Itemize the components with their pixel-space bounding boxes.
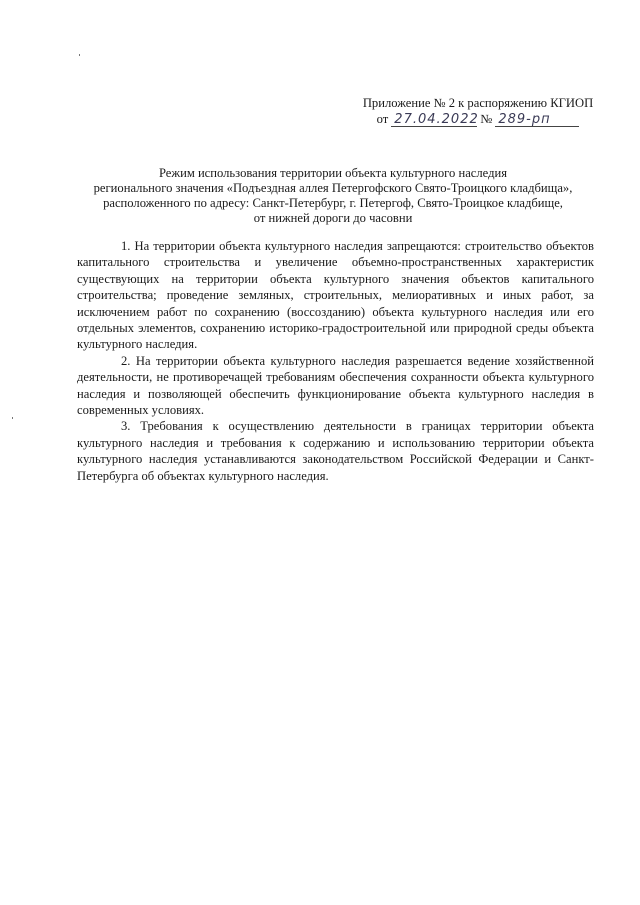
document-title <box>70 166 596 226</box>
date-number-line <box>348 112 608 127</box>
from-label: от <box>376 112 389 126</box>
handwritten-date: 27.04.2022 <box>391 113 477 127</box>
scan-artifact <box>79 54 80 56</box>
number-label: № <box>480 112 493 126</box>
title-line: от нижней дороги до часовни <box>253 211 413 225</box>
document-body <box>77 238 594 484</box>
handwritten-number: 289-рп <box>495 113 579 127</box>
paragraph-1: 1. На территории объекта культурного наследия запрещаются: строительство объектов капитального строительства и увеличение объемно-пространственных характеристик существующих на территории объекта культурного значения объектов капитального строительства; проведение земляных, строительных, мелиоративных и иных работ, за исключением работ по сохранению (воссозданию) объекта культурного наследия или его отдельных элементов, сохранению историко-градостроительной или природной среды объекта культурного наследия. <box>77 239 594 352</box>
scan-artifact <box>12 417 13 419</box>
title-line: расположенного по адресу: Санкт-Петербург, г. Петергоф, Свято-Троицкое кладбище, <box>103 196 563 210</box>
paragraph-2: 2. На территории объекта культурного наследия разрешается ведение хозяйственной деятельности, не противоречащей требованиям обеспечения сохранности объекта культурного наследия и позволяющей обеспечить функционирование объекта культурного наследия в современных условиях. <box>77 353 594 418</box>
title-line: Режим использования территории объекта культурного наследия <box>158 166 508 180</box>
appendix-header <box>348 96 608 127</box>
paragraph-3: 3. Требования к осуществлению деятельности в границах территории объекта культурного наследия и требования к содержанию и использованию территории объекта культурного наследия устанавливаются законодательством Российской Федерации и Санкт-Петербурга об объектах культурного наследия. <box>77 419 594 483</box>
appendix-line: Приложение № 2 к распоряжению КГИОП <box>362 96 594 110</box>
title-line: регионального значения «Подъездная аллея Петергофского Свято-Троицкого кладбища», <box>93 181 573 195</box>
